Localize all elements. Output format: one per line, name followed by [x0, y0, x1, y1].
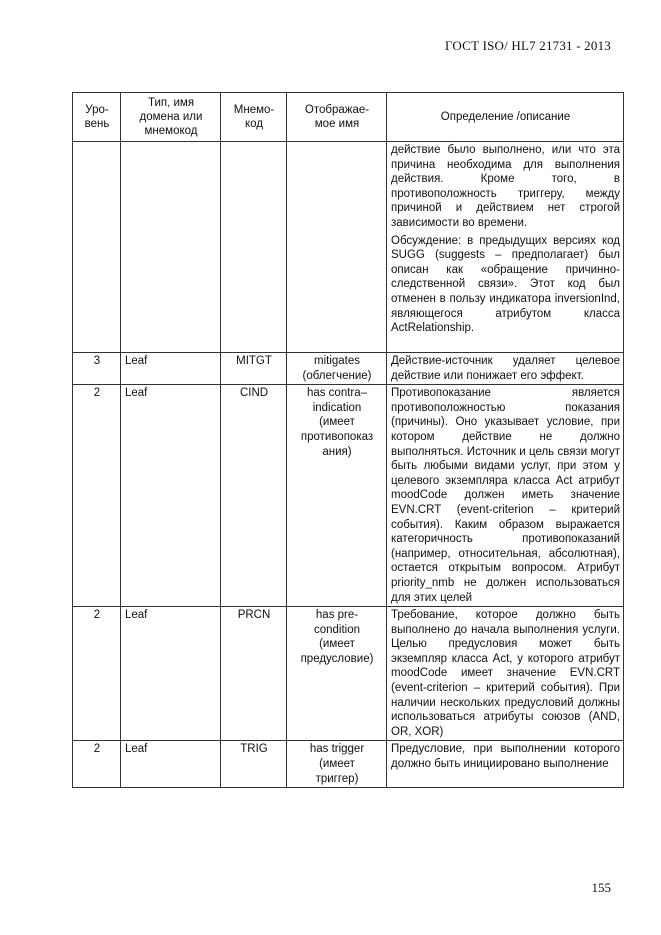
column-header-display-name: Отображае- мое имя: [287, 93, 387, 142]
definition-cell: [387, 741, 624, 788]
type-cell: Leaf: [121, 741, 221, 788]
definition-cell: [387, 385, 624, 607]
mnemonic-cell: CIND: [221, 385, 287, 607]
level-cell: [73, 142, 121, 353]
display-name-cell: has trigger (имеет триггер): [287, 741, 387, 788]
level-cell: 2: [73, 741, 121, 788]
table-row: [73, 607, 624, 741]
level-cell: 2: [73, 385, 121, 607]
type-cell: Leaf: [121, 607, 221, 741]
definition-paragraph: действие было выполнено, или что эта причина необходима для выполнения действия. Кроме того, в противоположность триггеру, между причиной и действием нет строгой зависимости во времени.: [391, 144, 620, 229]
table-row: [73, 385, 624, 607]
table-row: [73, 741, 624, 788]
mnemonic-cell: MITGT: [221, 353, 287, 385]
table-body: [73, 142, 624, 788]
definition-cell: [387, 353, 624, 385]
display-name-cell: [287, 142, 387, 353]
level-cell: 3: [73, 353, 121, 385]
document-header: ГОСТ ISO/ HL7 21731 - 2013: [444, 38, 611, 53]
column-header-definition: Определение /описание: [387, 93, 624, 142]
mnemonic-cell: PRCN: [221, 607, 287, 741]
definition-cell: [387, 607, 624, 741]
type-cell: Leaf: [121, 385, 221, 607]
definition-paragraph: Требование, которое должно быть выполнено до начала выполнения услуги. Целью предусловия может быть экземпляр класса Act, у которого атрибут moodCode имеет значение EVN.CRT (event-criterion – критерий события). При наличии нескольких предусловий должны использоваться атрибуты союзов (AND, OR, XOR): [391, 609, 620, 738]
display-name-cell: has contra– indication (имеет противопоказ ания): [287, 385, 387, 607]
type-cell: [121, 142, 221, 353]
definition-paragraph: Действие-источник удаляет целевое действие или понижает его эффект.: [391, 355, 620, 382]
table-header-row: [73, 93, 624, 142]
type-cell: Leaf: [121, 353, 221, 385]
definition-paragraph: Предусловие, при выполнении которого должно быть инициировано выполнение: [391, 743, 620, 771]
table-row: [73, 353, 624, 385]
display-name-cell: has pre- condition (имеет предусловие): [287, 607, 387, 741]
definition-paragraph: Обсуждение: в предыдущих версиях код SUGG (suggests – предполагает) был описан как «обращение причинно-следственной связи». Этот код был отменен в пользу индикатора inversionInd, являющегося атрибутом класса ActRelationship.: [391, 234, 620, 335]
column-header-type: Тип, имя домена или мнемокод: [121, 93, 221, 142]
table-row-continued: [73, 142, 624, 353]
mnemonic-cell: [221, 142, 287, 353]
display-name-cell: mitigates (облегчение): [287, 353, 387, 385]
column-header-level: Уро- вень: [73, 93, 121, 142]
classification-table: [72, 92, 624, 788]
definition-paragraph: Противопоказание является противоположностью показания (причины). Оно указывает условие, при котором действие не должно выполняться. Источник и цель связи могут быть любыми видами услуг, при этом у целевого экземпляра класса Act атрибут moodCode должен иметь значение EVN.CRT (event-criterion – критерий события). Каким образом выражается категоричность противопоказаний (например, относительная, абсолютная), остается открытым вопросом. Атрибут priority_nmb не должен использоваться для этих целей: [391, 387, 620, 604]
definition-cell: [387, 142, 624, 353]
level-cell: 2: [73, 607, 121, 741]
mnemonic-cell: TRIG: [221, 741, 287, 788]
column-header-mnemonic: Мнемо- код: [221, 93, 287, 142]
page-number: 155: [591, 880, 611, 895]
